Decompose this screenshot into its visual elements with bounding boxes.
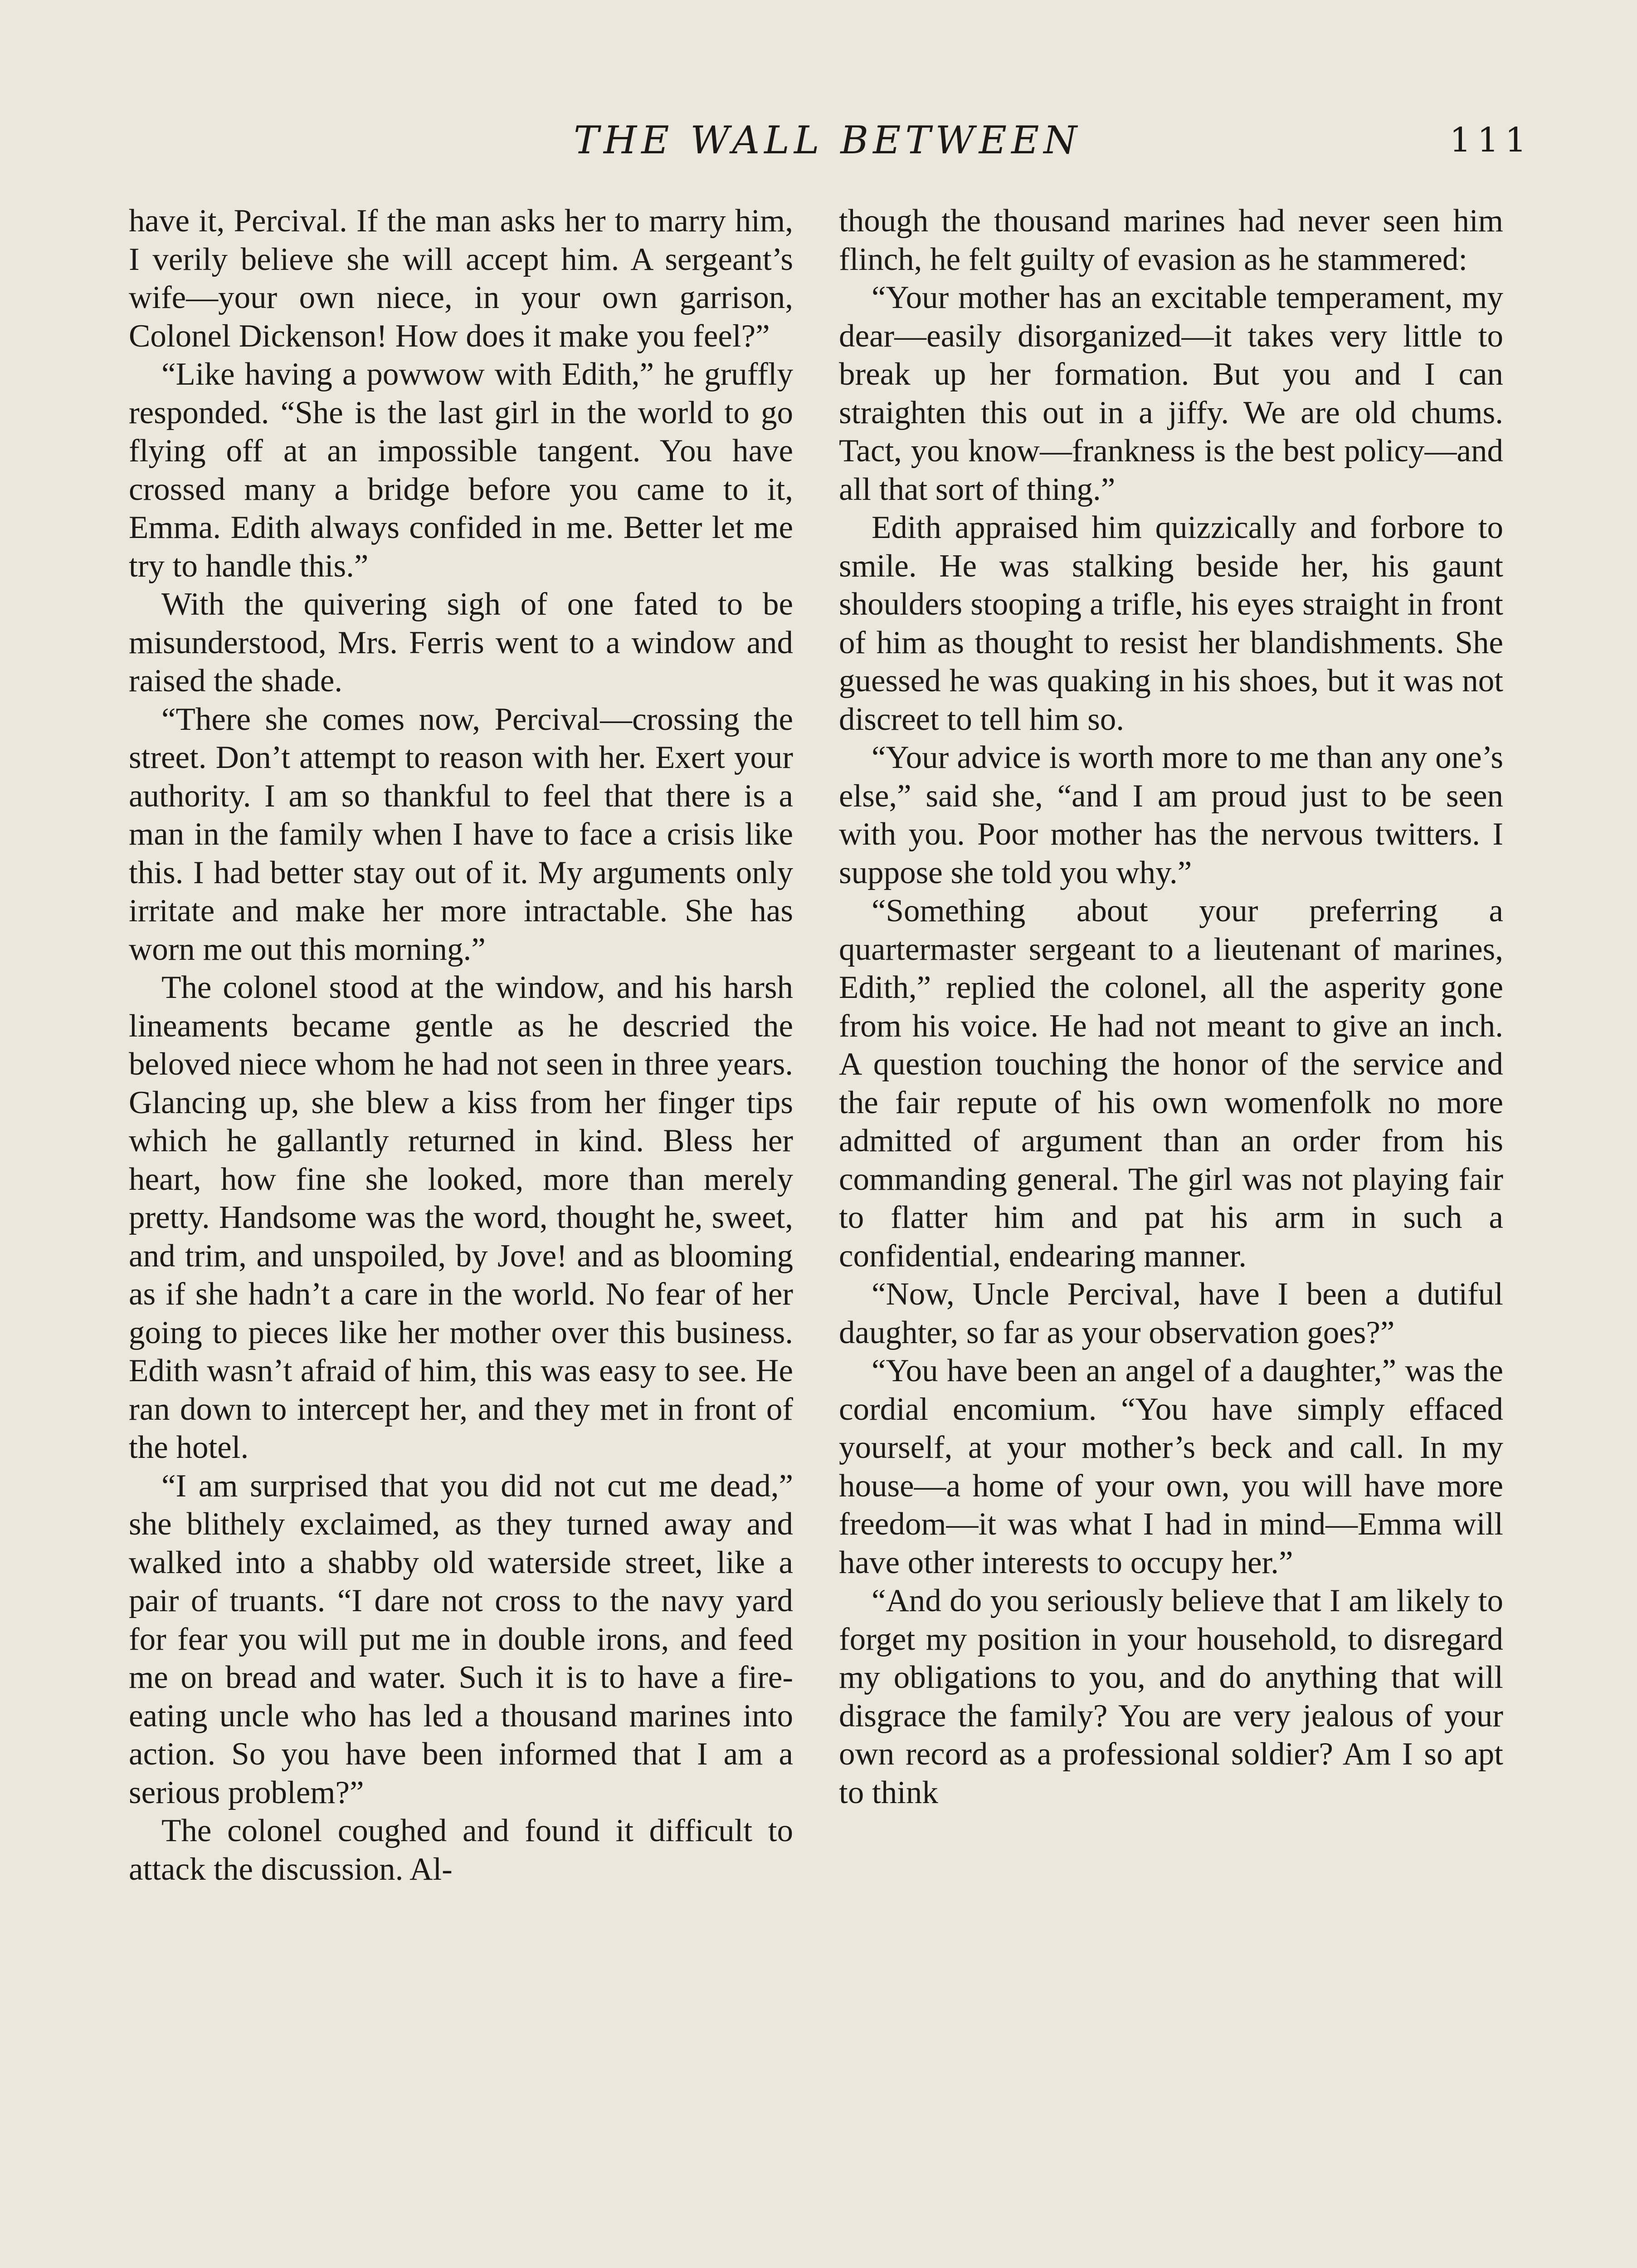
paragraph: “Now, Uncle Percival, have I been a dutiful daughter, so far as your observation goes?” xyxy=(839,1276,1503,1350)
paragraph: “Like having a powwow with Edith,” he gruffly responded. “She is the last girl in the world to go flying off at an impossible tangent. You have crossed many a bridge before you came to it, Emma. Edith always confided in me. Better let me try to handle this.” xyxy=(129,357,793,584)
running-title: THE WALL BETWEEN xyxy=(574,118,1082,162)
paragraph: “I am surprised that you did not cut me dead,” she blithely exclaimed, as they turned away and walked into a shabby old waterside street, like a pair of truants. “I dare not cross to the navy yard for fear you will put me in double irons, and feed me on bread and water. Such it is to have a fire-eating uncle who has led a thousand marines into action. So you have been informed that I am a serious problem?” xyxy=(129,1468,793,1810)
left-text-column xyxy=(129,202,793,2268)
paragraph: The colonel coughed and found it difficult to attack the discussion. Al- xyxy=(129,1813,793,1887)
right-text-column xyxy=(839,202,1503,2268)
paragraph: The colonel stood at the window, and his harsh lineaments became gentle as he descried the beloved niece whom he had not seen in three years. Glancing up, she blew a kiss from her finger tips which he gallantly returned in kind. Bless her heart, how fine she looked, more than merely pretty. Handsome was the word, thought he, sweet, and trim, and unspoiled, by Jove! and as blooming as if she hadn’t a care in the world. No fear of her going to pieces like her mother over this business. Edith wasn’t afraid of him, this was easy to see. He ran down to intercept her, and they met in front of the hotel. xyxy=(129,970,793,1465)
page-number: 111 xyxy=(1449,121,1533,160)
paragraph: With the quivering sigh of one fated to be misunderstood, Mrs. Ferris went to a window and raised the shade. xyxy=(129,587,793,699)
paragraph: “Your mother has an excitable temperament, my dear—easily disorganized—it takes very little to break up her formation. But you and I can straighten this out in a jiffy. We are old chums. Tact, you know—frankness is the best policy—and all that sort of thing.” xyxy=(839,280,1503,507)
paragraph: “And do you seriously believe that I am likely to forget my position in your household, to disregard my obligations to you, and do anything that will disgrace the family? You are very jealous of your own record as a professional soldier? Am I so apt to think xyxy=(839,1583,1503,1810)
paragraph: “Your advice is worth more to me than any one’s else,” said she, “and I am proud just to be seen with you. Poor mother has the nervous twitters. I suppose she told you why.” xyxy=(839,740,1503,890)
paragraph: “Something about your preferring a quartermaster sergeant to a lieutenant of marines, Edith,” replied the colonel, all the asperity gone from his voice. He had not meant to give an inch. A question touching the honor of the service and the fair repute of his own womenfolk no more admitted of argument than an order from his commanding general. The girl was not playing fair to flatter him and pat his arm in such a confidential, endearing manner. xyxy=(839,893,1503,1274)
page-header xyxy=(0,113,1637,172)
paragraph: Edith appraised him quizzically and forbore to smile. He was stalking beside her, his gaunt shoulders stooping a trifle, his eyes straight in front of him as thought to resist her blandishments. She guessed he was quaking in his shoes, but it was not discreet to tell him so. xyxy=(839,510,1503,737)
paragraph: “You have been an angel of a daughter,” was the cordial encomium. “You have simply effaced yourself, at your mother’s beck and call. In my house—a home of your own, you will have more freedom—it was what I had in mind—Emma will have other interests to occupy her.” xyxy=(839,1353,1503,1580)
paragraph: though the thousand marines had never seen him flinch, he felt guilty of evasion as he stammered: xyxy=(839,203,1503,277)
paragraph: “There she comes now, Percival—crossing the street. Don’t attempt to reason with her. Exert your authority. I am so thankful to feel that there is a man in the family when I have to face a crisis like this. I had better stay out of it. My arguments only irritate and make her more intractable. She has worn me out this morning.” xyxy=(129,701,793,967)
paragraph: have it, Percival. If the man asks her to marry him, I verily believe she will accept him. A sergeant’s wife—your own niece, in your own garrison, Colonel Dickenson! How does it make you feel?” xyxy=(129,203,793,354)
